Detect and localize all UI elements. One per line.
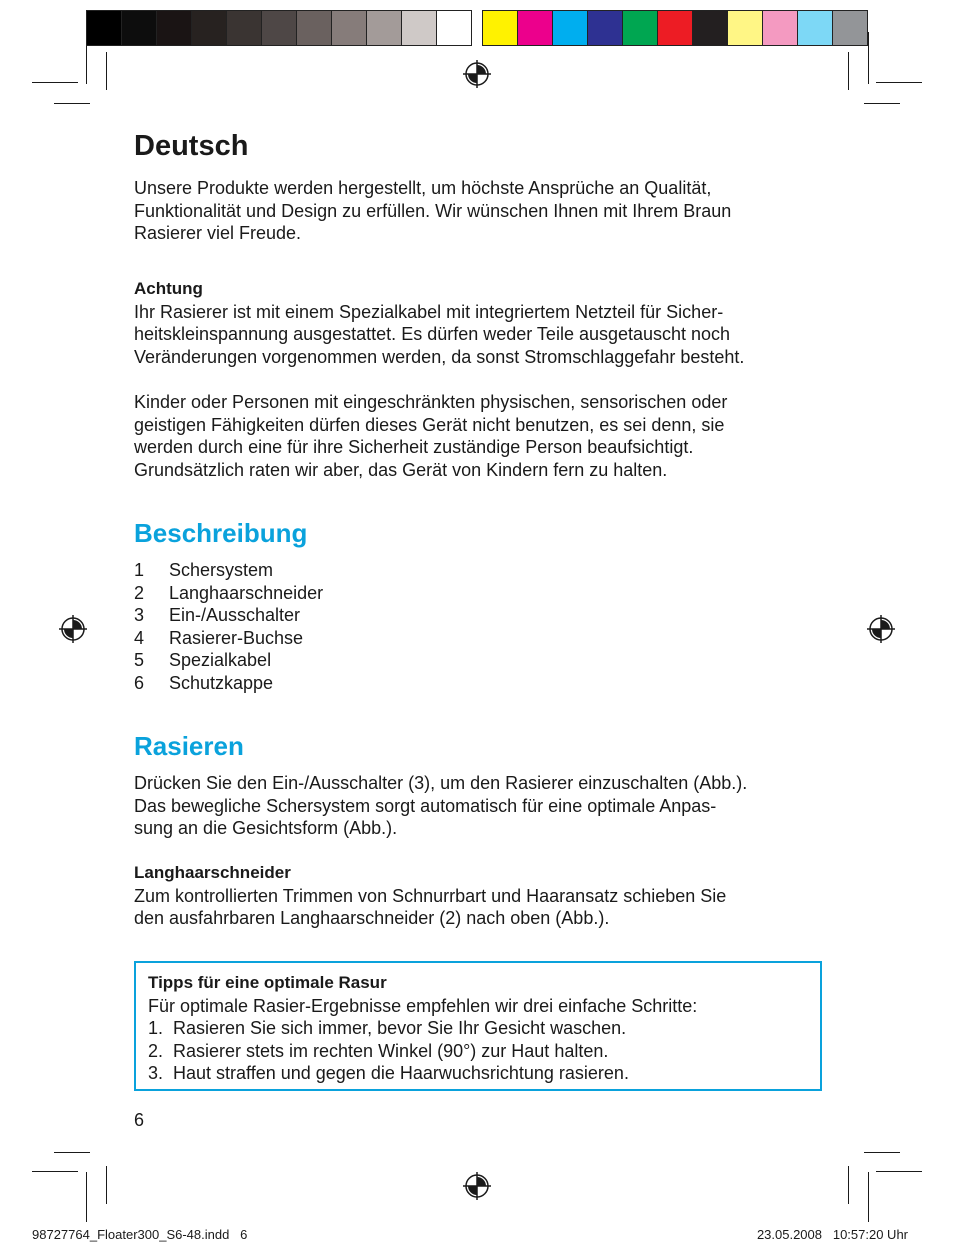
- tips-box: [134, 961, 822, 1091]
- achtung-label: Achtung: [134, 279, 203, 298]
- text-line: Drücken Sie den Ein-/Ausschalter (3), um den Rasierer einzuschalten (Abb.).: [134, 773, 748, 793]
- list-item: [134, 649, 323, 672]
- step-number: 3.: [148, 1063, 164, 1083]
- list-label: Ein-/Ausschalter: [169, 605, 301, 625]
- step-number: 1.: [148, 1018, 164, 1038]
- text-line: Unsere Produkte werden hergestellt, um höchste Ansprüche an Qualität,: [134, 178, 712, 198]
- swatch: [262, 11, 297, 45]
- list-number: 2: [134, 582, 145, 603]
- list-number: 6: [134, 672, 145, 693]
- text-line: Grundsätzlich raten wir aber, das Gerät von Kindern fern zu halten.: [134, 459, 668, 480]
- text-line: Rasierer viel Freude.: [134, 223, 302, 243]
- list-item: [134, 604, 323, 627]
- list-number: 3: [134, 605, 145, 625]
- crop-mark: [106, 1166, 107, 1204]
- crop-mark: [54, 103, 90, 104]
- swatch: [798, 11, 833, 45]
- list-label: Schersystem: [169, 560, 274, 580]
- crop-mark: [864, 1152, 900, 1153]
- list-item: [148, 1040, 808, 1063]
- list-number: 1: [134, 560, 145, 580]
- list-label: Rasierer-Buchse: [169, 627, 304, 648]
- list-number: 5: [134, 650, 145, 670]
- text-line: Zum kontrollierten Trimmen von Schnurrbart und Haaransatz schieben Sie: [134, 885, 727, 906]
- swatch: [833, 11, 867, 45]
- tips-steps: [148, 1017, 808, 1085]
- swatch: [157, 11, 192, 45]
- registration-mark-icon: [462, 59, 492, 89]
- text-line: sung an die Gesichtsform (Abb.).: [134, 818, 398, 838]
- text-line: Veränderungen vorgenommen werden, da sonst Stromschlaggefahr besteht.: [134, 346, 745, 367]
- text-line: Das bewegliche Schersystem sorgt automatisch für eine optimale Anpas-: [134, 795, 717, 816]
- text-line: Ihr Rasierer ist mit einem Spezialkabel mit integriertem Netzteil für Sicher-: [134, 301, 724, 322]
- crop-mark: [54, 1152, 90, 1153]
- list-item: [148, 1062, 808, 1085]
- list-item: [148, 1017, 808, 1040]
- list-label: Spezialkabel: [169, 650, 272, 670]
- crop-mark: [32, 82, 78, 83]
- list-item: [134, 627, 323, 650]
- children-warning-paragraph: [134, 391, 824, 481]
- swatch: [192, 11, 227, 45]
- swatch: [553, 11, 588, 45]
- swatch: [87, 11, 122, 45]
- crop-mark: [876, 1171, 922, 1172]
- swatch: [763, 11, 798, 45]
- section-heading-beschreibung: Beschreibung: [134, 518, 308, 548]
- swatch: [332, 11, 367, 45]
- achtung-section: [134, 278, 824, 368]
- swatch: [122, 11, 157, 45]
- swatch: [227, 11, 262, 45]
- text-line: den ausfahrbaren Langhaarschneider (2) nach oben (Abb.).: [134, 908, 610, 928]
- section-heading-rasieren: Rasieren: [134, 731, 244, 761]
- langhaar-section: [134, 862, 824, 930]
- grayscale-color-bar: [86, 10, 472, 46]
- text-line: heitskleinspannung ausgestattet. Es dürfen weder Teile ausgetauscht noch: [134, 324, 731, 344]
- swatch: [483, 11, 518, 45]
- page-number: 6: [134, 1110, 145, 1130]
- text-line: Kinder oder Personen mit eingeschränkten physischen, sensorischen oder: [134, 392, 728, 412]
- list-item: [134, 559, 323, 582]
- text-line: werden durch eine für ihre Sicherheit zuständige Person beaufsichtigt.: [134, 437, 694, 457]
- swatch: [728, 11, 763, 45]
- list-item: [134, 672, 323, 695]
- crop-mark: [32, 1171, 78, 1172]
- text-line: geistigen Fähigkeiten dürfen dieses Gerät nicht benutzen, es sei denn, sie: [134, 414, 725, 435]
- crop-mark: [86, 46, 87, 84]
- footer-timestamp: 23.05.2008 10:57:20 Uhr: [756, 1227, 908, 1242]
- langhaar-label: Langhaarschneider: [134, 863, 291, 882]
- tips-title: Tipps für eine optimale Rasur: [148, 973, 387, 992]
- crop-mark: [864, 103, 900, 104]
- swatch: [437, 11, 471, 45]
- crop-mark: [876, 82, 922, 83]
- crop-mark: [106, 52, 107, 90]
- swatch: [367, 11, 402, 45]
- crop-mark: [848, 52, 849, 90]
- list-item: [134, 582, 323, 605]
- step-text: Rasierer stets im rechten Winkel (90°) zur Haut halten.: [173, 1040, 609, 1061]
- list-number: 4: [134, 627, 145, 648]
- crop-mark: [848, 1166, 849, 1204]
- registration-mark-icon: [462, 1171, 492, 1201]
- crop-mark: [86, 1172, 87, 1222]
- swatch: [588, 11, 623, 45]
- process-color-bar: [482, 10, 868, 46]
- swatch: [402, 11, 437, 45]
- swatch: [518, 11, 553, 45]
- registration-mark-icon: [866, 614, 896, 644]
- registration-mark-icon: [58, 614, 88, 644]
- parts-list: [134, 559, 323, 694]
- swatch: [623, 11, 658, 45]
- swatch: [658, 11, 693, 45]
- page-title: Deutsch: [134, 130, 249, 162]
- step-number: 2.: [148, 1040, 164, 1061]
- intro-paragraph: [134, 177, 824, 245]
- rasieren-paragraph: [134, 772, 824, 840]
- swatch: [297, 11, 332, 45]
- step-text: Rasieren Sie sich immer, bevor Sie Ihr Gesicht waschen.: [173, 1018, 627, 1038]
- list-label: Langhaarschneider: [169, 582, 324, 603]
- step-text: Haut straffen und gegen die Haarwuchsrichtung rasieren.: [173, 1063, 629, 1083]
- crop-mark: [868, 32, 869, 84]
- crop-mark: [868, 1172, 869, 1222]
- tips-intro: Für optimale Rasier-Ergebnisse empfehlen wir drei einfache Schritte:: [148, 995, 698, 1016]
- footer-file-info: 98727764_Floater300_S6-48.indd 6: [32, 1227, 248, 1242]
- text-line: Funktionalität und Design zu erfüllen. Wir wünschen Ihnen mit Ihrem Braun: [134, 200, 732, 221]
- list-label: Schutzkappe: [169, 672, 274, 693]
- swatch: [693, 11, 728, 45]
